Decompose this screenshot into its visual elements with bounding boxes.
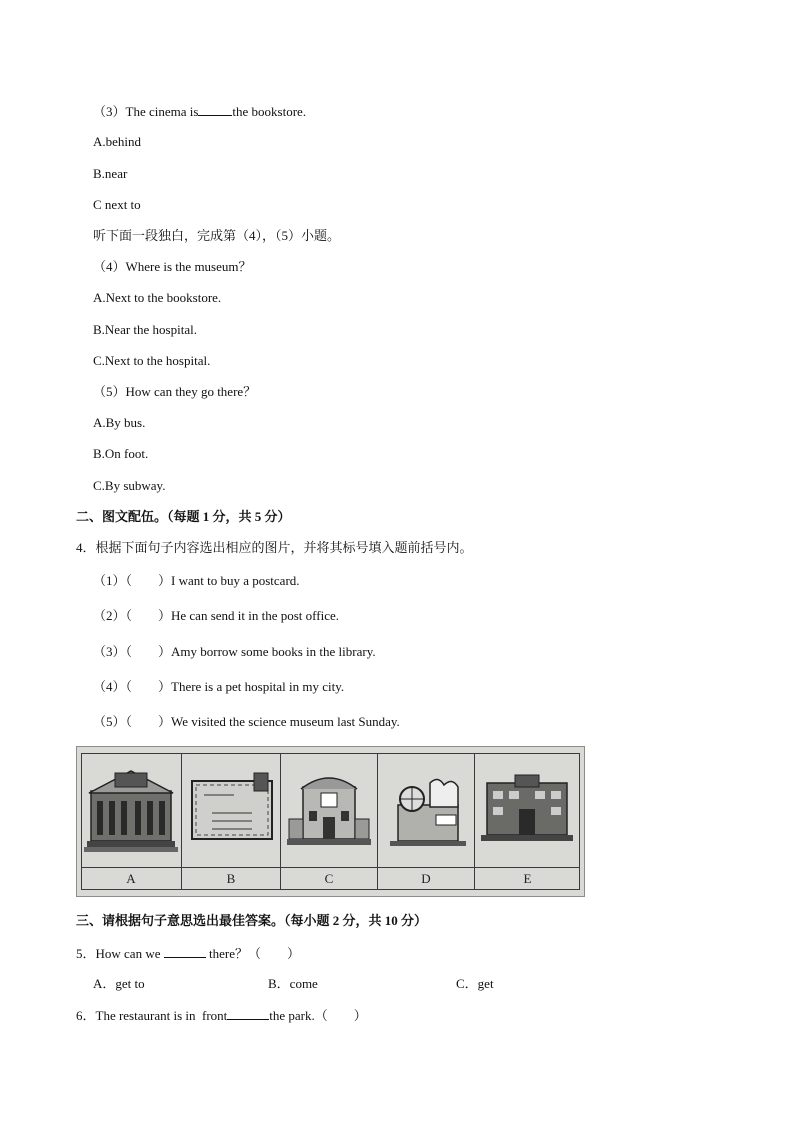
section3-q5-option-c: C．get xyxy=(456,976,494,991)
picture-label-d: D xyxy=(378,867,474,890)
section3-q5-option-a: A．get to xyxy=(93,976,145,991)
q3-option-a: A.behind xyxy=(93,134,142,149)
picture-label-a: A xyxy=(81,867,181,890)
library-picture xyxy=(378,753,474,865)
q3-blank xyxy=(198,103,232,116)
hospital-picture xyxy=(475,753,580,865)
q3-option-c: C next to xyxy=(93,197,141,212)
section3-q5-blank xyxy=(164,945,206,958)
matching-item-5: （5）（ ）We visited the science museum last Sunday. xyxy=(93,714,400,729)
matching-item-1: （1）（ ）I want to buy a postcard. xyxy=(93,573,300,588)
q5-stem: （5）How can they go there？ xyxy=(93,384,257,399)
picture-cell-a xyxy=(81,753,182,890)
matching-item-2: （2）（ ）He can send it in the post office. xyxy=(93,608,339,623)
section3-q6-stem: 6．The restaurant is in front the park.（ ） xyxy=(76,1008,367,1023)
q4-option-a: A.Next to the bookstore. xyxy=(93,290,222,305)
q5-option-b: B.On foot. xyxy=(93,446,149,461)
q4-stem: （4）Where is the museum？ xyxy=(93,259,252,274)
picture-strip xyxy=(76,746,585,897)
section2-question: 4．根据下面句子内容选出相应的图片，并将其标号填入题前括号内。 xyxy=(76,540,473,555)
q4-option-b: B.Near the hospital. xyxy=(93,322,197,337)
q5-option-c: C.By subway. xyxy=(93,478,166,493)
q4-option-c: C.Next to the hospital. xyxy=(93,353,211,368)
monologue-instruction: 听下面一段独白，完成第（4），（5）小题。 xyxy=(93,228,341,243)
matching-item-4: （4）（ ）There is a pet hospital in my city. xyxy=(93,679,345,694)
q3-option-b: B.near xyxy=(93,166,128,181)
section3-q5-option-b: B．come xyxy=(268,976,318,991)
picture-label-b: B xyxy=(182,867,280,890)
picture-label-c: C xyxy=(281,867,377,890)
museum-picture xyxy=(81,753,181,865)
picture-cell-c xyxy=(281,753,378,890)
postcard-picture xyxy=(182,753,280,865)
section3-q5-stem: 5．How can we there？（ ） xyxy=(76,946,300,961)
matching-item-3: （3）（ ）Amy borrow some books in the library. xyxy=(93,644,376,659)
section2-heading: 二、图文配伍。（每题 1 分，共 5 分） xyxy=(76,509,291,524)
q3-stem: （3）The cinema is the bookstore. xyxy=(93,104,307,119)
picture-cell-b xyxy=(182,753,281,890)
picture-cell-e xyxy=(475,753,580,890)
post-office-picture xyxy=(281,753,377,865)
q5-option-a: A.By bus. xyxy=(93,415,146,430)
section3-q6-blank xyxy=(227,1007,269,1020)
picture-label-e: E xyxy=(475,867,580,890)
section3-heading: 三、请根据句子意思选出最佳答案。（每小题 2 分，共 10 分） xyxy=(76,913,428,928)
picture-cell-d xyxy=(378,753,475,890)
